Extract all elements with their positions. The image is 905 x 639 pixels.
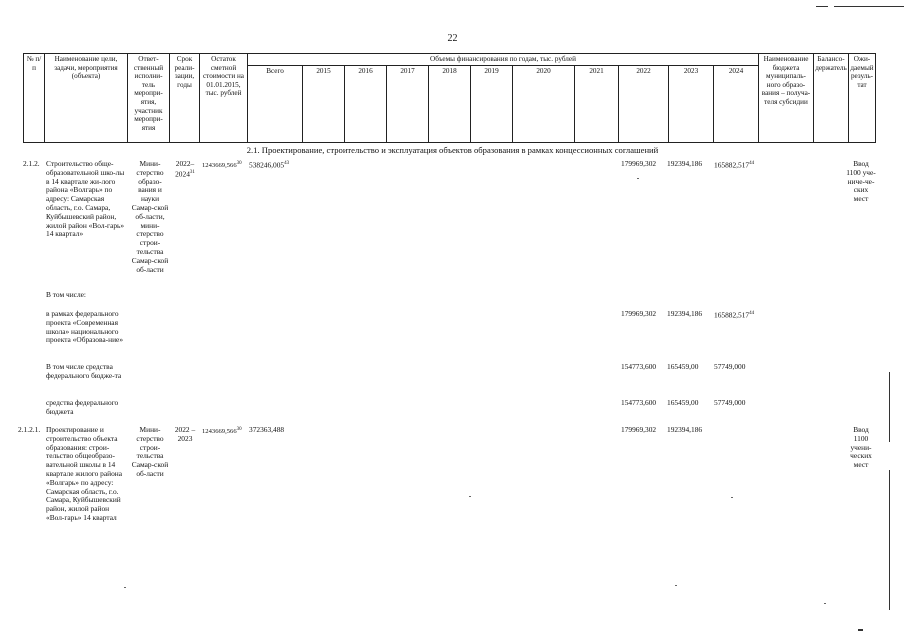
- row-2022: 154773,600: [621, 398, 657, 407]
- header-year: 2019: [471, 66, 513, 143]
- header-year: 2018: [429, 66, 471, 143]
- scan-dot: [469, 496, 471, 497]
- row-expected: Ввод 1100 уче-ниче-че-ских мест: [846, 159, 876, 204]
- row-remaining-value: 1243669,566: [202, 428, 237, 436]
- row-name: в рамках федерального проекта «Современная школа» национального проекта «Образова-ние»: [46, 309, 124, 345]
- footnote-mark: 30: [236, 161, 242, 166]
- header-name: Наименование цели, задачи, мероприятия (объекта): [45, 54, 128, 143]
- row-responsible: Мини-стерство строи-тельства Самар-ской об-ласти: [131, 425, 169, 478]
- row-2023: 192394,186: [667, 309, 703, 318]
- row-number: 2.1.2.1.: [18, 425, 41, 434]
- row-total-value: 538246,005: [249, 160, 285, 170]
- row-2024: 57749,000: [714, 362, 746, 371]
- row-term: 2022 – 2023: [174, 425, 196, 443]
- header-expected: Ожи-даемый резуль-тат: [849, 54, 876, 143]
- footnote-mark: 44: [749, 161, 755, 166]
- row-term: [170, 160, 200, 179]
- scan-mark: [889, 470, 890, 610]
- row-2024-value: 165882,517: [714, 310, 750, 320]
- scan-dot: [124, 587, 126, 588]
- scan-dot: [824, 603, 826, 604]
- scan-dot: [731, 497, 733, 498]
- row-2024: 57749,000: [714, 398, 746, 407]
- row-name: Строительство обще-образовательной шко-лы в 14 квартале жи-лого района «Волгарь» по адресу: Самарская область, г.о. Самара, Куйбышевский район, жилой район «Вол-гарь» 14 квартал»: [46, 159, 125, 239]
- row-2022: 179969,302: [621, 309, 657, 318]
- row-2023: 192394,186: [667, 159, 703, 168]
- row-number: 2.1.2.: [23, 159, 40, 168]
- footnote-mark: 30: [236, 427, 242, 432]
- header-year: 2023: [669, 66, 714, 143]
- row-remaining: [202, 426, 242, 437]
- row-2022: 154773,600: [621, 362, 657, 371]
- row-total: 372363,488: [249, 425, 285, 434]
- scan-mark: [889, 372, 890, 442]
- header-year: 2020: [513, 66, 575, 143]
- header-remaining: Остаток сметной стоимости на 01.01.2015, тыс. рублей: [200, 54, 248, 143]
- header-total: Всего: [248, 66, 303, 143]
- row-remaining: [202, 160, 242, 171]
- scan-dot: [637, 178, 639, 179]
- header-funding-title: Объемы финансирования по годам, тыс. рублей: [248, 54, 759, 66]
- header-num: № п/п: [24, 54, 45, 143]
- header-year: 2021: [575, 66, 619, 143]
- row-responsible: Мини-стерство образо-вания и науки Самар-ской об-ласти, мини-стерство строи-тельства Самар-ской об-ласти: [131, 159, 169, 274]
- scan-dot: [675, 585, 677, 586]
- header-year: 2017: [387, 66, 429, 143]
- header-year: 2016: [345, 66, 387, 143]
- table-header: [23, 53, 876, 143]
- row-name: средства федерального бюджета: [46, 398, 119, 416]
- row-name: В том числе:: [46, 290, 86, 299]
- row-expected: Ввод 1100 учени-ческих мест: [850, 425, 872, 470]
- section-title: 2.1. Проектирование, строительство и эксплуатация объектов образования в рамках концессионных соглашений: [246, 145, 659, 155]
- page-number: 22: [447, 33, 458, 44]
- footnote-mark: 43: [284, 161, 290, 166]
- header-responsible: Ответ-ственный исполни-тель меропри-ятия, участник меропри-ятия: [128, 54, 170, 143]
- row-2022: 179969,302: [621, 159, 657, 168]
- header-year: 2024: [714, 66, 759, 143]
- header-budget-name: Наименование бюджета муниципаль-ного образо-вания – получа-теля субсидии: [759, 54, 814, 143]
- header-year: 2015: [303, 66, 345, 143]
- row-name: В том числе средства федерального бюдже-та: [46, 362, 122, 380]
- scan-mark: [834, 6, 904, 7]
- scan-mark: [858, 629, 863, 631]
- header-balance-holder: Балансо-держатель: [814, 54, 849, 143]
- row-term-value: 2022–2024: [175, 159, 195, 179]
- row-2024: [714, 310, 754, 320]
- row-2022: 179969,302: [621, 425, 657, 434]
- row-total: [249, 160, 289, 170]
- footnote-mark: 44: [749, 311, 755, 316]
- row-name: Проектирование и строительство объекта образования: строи-тельство общеобразо-вательной школы в 14 квартале жилого района «Волгарь» по адресу: Самарская область, г.о. Самара, Куйбышевский район, жилой район «Вол-гарь» 14 квартал: [46, 425, 123, 522]
- row-2024: [714, 160, 754, 170]
- row-2023: 165459,00: [667, 362, 699, 371]
- header-term: Срок реали-зации, годы: [170, 54, 200, 143]
- row-2024-value: 165882,517: [714, 160, 750, 170]
- row-2023: 165459,00: [667, 398, 699, 407]
- footnote-mark: 31: [189, 169, 195, 175]
- header-year: 2022: [619, 66, 669, 143]
- row-2023: 192394,186: [667, 425, 703, 434]
- scan-mark: [816, 6, 828, 7]
- row-remaining-value: 1243669,566: [202, 162, 237, 170]
